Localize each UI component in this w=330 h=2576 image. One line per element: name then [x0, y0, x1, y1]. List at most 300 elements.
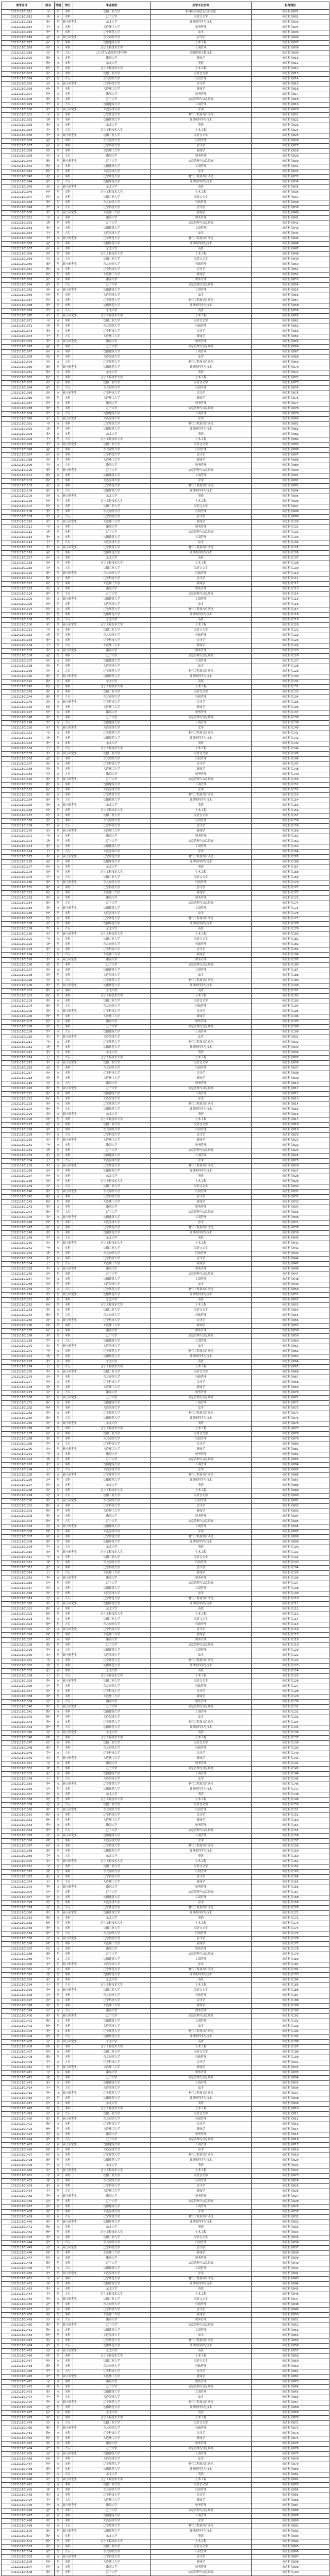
cell-name: 王*	[42, 231, 55, 236]
table-row	[2, 206, 329, 211]
table-row	[2, 2380, 329, 2385]
cell-education: 大专	[62, 2060, 73, 2065]
cell-education: 本科	[62, 1901, 73, 1906]
cell-name: 赵*	[42, 1993, 55, 1998]
cell-education: 硕士研究生	[62, 2400, 73, 2405]
cell-exam-number: 101211101397	[2, 1998, 42, 2004]
cell-school: 渤海大学	[73, 401, 151, 406]
cell-gender: 男	[55, 643, 62, 649]
cell-name: 宋*	[42, 623, 55, 628]
cell-gender: 女	[55, 2390, 62, 2395]
cell-major: 行政管理	[151, 448, 252, 453]
cell-major: 电气工程及其自动化	[151, 175, 252, 180]
cell-position: 市直机关183	[252, 947, 329, 953]
cell-position: 市直机关054	[252, 1308, 329, 1313]
cell-education: 硕士研究生	[62, 546, 73, 551]
cell-position: 市直机关026	[252, 1164, 329, 1169]
cell-gender: 男	[55, 262, 62, 267]
cell-school: 辽宁科技大学	[73, 1195, 151, 1200]
cell-education: 本科	[62, 1483, 73, 1488]
cell-name: 郑*	[42, 365, 55, 370]
cell-exam-number: 101211101225	[2, 1112, 42, 1117]
cell-gender: 男	[55, 1870, 62, 1875]
cell-gender: 女	[55, 1257, 62, 1262]
cell-name: 杨*	[42, 685, 55, 690]
cell-education: 本科	[62, 937, 73, 942]
cell-name: 杨*	[42, 2024, 55, 2029]
cell-school: 大连理工大学	[73, 1447, 151, 1452]
cell-gender: 女	[55, 1988, 62, 1993]
cell-gender: 女	[55, 546, 62, 551]
table-row	[2, 345, 329, 350]
cell-school: 沈阳工业大学	[73, 133, 151, 139]
cell-school: 辽宁师范大学	[73, 484, 151, 489]
cell-position: 市直机关044	[252, 2282, 329, 2287]
table-row	[2, 1530, 329, 1535]
cell-education: 本科	[62, 607, 73, 613]
table-row	[2, 458, 329, 463]
cell-gender: 男	[55, 540, 62, 546]
cell-major: 计算机科学与技术	[151, 180, 252, 185]
table-row	[2, 1942, 329, 1947]
cell-school: 东北大学	[73, 309, 151, 314]
cell-education: 大专	[62, 1210, 73, 1215]
cell-gender: 女	[55, 958, 62, 963]
cell-exam-number: 101211101107	[2, 504, 42, 510]
cell-gender: 男	[55, 2045, 62, 2050]
cell-education: 本科	[62, 2102, 73, 2107]
cell-name: 高*	[42, 1215, 55, 1221]
table-row	[2, 1524, 329, 1530]
cell-exam-number: 101211101435	[2, 2194, 42, 2199]
table-row	[2, 1494, 329, 1499]
cell-exam-number: 101211101474	[2, 2395, 42, 2400]
cell-major: 法学	[151, 1221, 252, 1226]
cell-gender: 女	[55, 1277, 62, 1282]
cell-name: 刘*	[42, 1973, 55, 1978]
cell-education: 硕士研究生	[62, 1447, 73, 1452]
cell-exam-number: 101211101322	[2, 1612, 42, 1617]
cell-school: 辽宁科技大学	[73, 1009, 151, 1014]
cell-position: 市直机关177	[252, 1942, 329, 1947]
table-row	[2, 195, 329, 200]
table-row	[2, 788, 329, 793]
cell-major: 会计学	[151, 947, 252, 953]
cell-name: 王*	[42, 2189, 55, 2194]
cell-gender: 女	[55, 2029, 62, 2035]
cell-position: 市直机关034	[252, 2230, 329, 2235]
cell-gender: 女	[55, 1751, 62, 1756]
cell-education: 硕士研究生	[62, 2555, 73, 2560]
cell-school: 辽宁大学	[73, 2570, 151, 2575]
cell-education: 本科	[62, 767, 73, 772]
cell-name: 张*	[42, 2390, 55, 2395]
table-row	[2, 525, 329, 530]
cell-school: 渤海大学	[73, 1638, 151, 1643]
table-row	[2, 1947, 329, 1952]
cell-school: 沈阳师范大学	[73, 2467, 151, 2472]
cell-major: 法学	[151, 664, 252, 669]
cell-school: 大连海事大学	[73, 1221, 151, 1226]
cell-education: 硕士研究生	[62, 1164, 73, 1169]
cell-position: 市直机关188	[252, 1998, 329, 2004]
cell-gender: 女	[55, 1597, 62, 1602]
cell-education: 硕士研究生	[62, 1293, 73, 1298]
cell-exam-number: 101211101062	[2, 273, 42, 278]
cell-education: 本科	[62, 1385, 73, 1391]
cell-major: 计算机科学与技术	[151, 1787, 252, 1792]
cell-name: 赵*	[42, 963, 55, 968]
cell-position: 市直机关195	[252, 2035, 329, 2040]
cell-exam-number: 101211101503	[2, 2545, 42, 2550]
cell-position: 市直机关062	[252, 2375, 329, 2380]
table-row	[2, 1849, 329, 1854]
cell-name: 刘*	[42, 1354, 55, 1360]
cell-exam-number: 101211101153	[2, 741, 42, 747]
cell-exam-number: 101211101143	[2, 690, 42, 695]
cell-gender: 女	[55, 1009, 62, 1014]
cell-exam-number: 101211101190	[2, 932, 42, 937]
cell-education: 大专	[62, 2395, 73, 2400]
table-row	[2, 1700, 329, 1705]
cell-major: 计算机科学与技术	[151, 2529, 252, 2534]
cell-major: 英语	[151, 1669, 252, 1674]
table-row	[2, 1710, 329, 1715]
cell-school: 辽宁大学	[73, 592, 151, 597]
cell-name: 黄*	[42, 1102, 55, 1107]
cell-position: 市直机关138	[252, 716, 329, 721]
cell-exam-number: 101211101242	[2, 1200, 42, 1205]
cell-position: 市直机关122	[252, 1658, 329, 1664]
cell-position: 市直机关039	[252, 2256, 329, 2261]
cell-major: 英语	[151, 123, 252, 128]
cell-major: 汉语言文学	[151, 752, 252, 757]
cell-major: 新闻学	[151, 87, 252, 92]
cell-name: 郑*	[42, 674, 55, 680]
table-row	[2, 329, 329, 334]
cell-gender: 女	[55, 2143, 62, 2148]
cell-education: 大专	[62, 1700, 73, 1705]
cell-gender: 女	[55, 1854, 62, 1859]
cell-position: 市直机关091	[252, 1499, 329, 1504]
cell-major: 电气工程及其自动化	[151, 1473, 252, 1478]
cell-name: 刘*	[42, 839, 55, 844]
cell-education: 硕士研究生	[62, 2323, 73, 2328]
cell-major: 电气工程及其自动化	[151, 113, 252, 118]
cell-major: 英语	[151, 2225, 252, 2230]
cell-school: 辽宁大学	[73, 1334, 151, 1339]
cell-position: 市直机关170	[252, 1906, 329, 1911]
cell-exam-number: 101211101193	[2, 947, 42, 953]
cell-gender: 女	[55, 875, 62, 880]
cell-major: 计算机科学与技术	[151, 1664, 252, 1669]
cell-education: 硕士研究生	[62, 1499, 73, 1504]
cell-gender: 男	[55, 1499, 62, 1504]
cell-school: 东北大学	[73, 1421, 151, 1427]
cell-major: 土木工程	[151, 2045, 252, 2050]
cell-education: 硕士研究生	[62, 984, 73, 989]
cell-name: 杨*	[42, 1612, 55, 1617]
table-row	[2, 1731, 329, 1736]
cell-position: 市直机关188	[252, 973, 329, 978]
cell-exam-number: 101211101163	[2, 793, 42, 798]
cell-school: 大连理工大学	[73, 2436, 151, 2442]
cell-position: 市直机关001	[252, 10, 329, 15]
cell-major: 电气工程及其自动化	[151, 2215, 252, 2220]
cell-gender: 男	[55, 1272, 62, 1277]
cell-major: 信息管理与信息系统	[151, 159, 252, 164]
cell-education: 大专	[62, 1494, 73, 1499]
cell-name: 赵*	[42, 242, 55, 247]
cell-education: 本科	[62, 1504, 73, 1509]
cell-school: 辽宁科技大学	[73, 453, 151, 458]
cell-major: 电气工程及其自动化	[151, 978, 252, 984]
cell-school: 大连海事大学	[73, 417, 151, 422]
cell-gender: 女	[55, 1865, 62, 1870]
cell-name: 林*	[42, 1736, 55, 1741]
cell-position: 市直机关083	[252, 1458, 329, 1463]
cell-major: 新闻学	[151, 1694, 252, 1700]
cell-name: 罗*	[42, 412, 55, 417]
cell-education: 大专	[62, 747, 73, 752]
cell-position: 市直机关084	[252, 437, 329, 443]
cell-gender: 男	[55, 66, 62, 72]
cell-position: 市直机关061	[252, 2369, 329, 2375]
cell-position: 市直机关055	[252, 1313, 329, 1318]
table-row	[2, 200, 329, 206]
table-row	[2, 2143, 329, 2148]
cell-major: 会计学	[151, 1566, 252, 1571]
cell-gender: 女	[55, 329, 62, 334]
cell-exam-number: 101211101273	[2, 1360, 42, 1365]
cell-school: 大连理工大学	[73, 87, 151, 92]
cell-gender: 女	[55, 1246, 62, 1251]
cell-gender: 男	[55, 1591, 62, 1597]
cell-major: 信息管理与信息系统	[151, 2261, 252, 2266]
cell-school: 辽宁师范大学	[73, 1411, 151, 1416]
cell-school: 大连理工大学	[73, 891, 151, 896]
table-row	[2, 1231, 329, 1236]
table-row	[2, 1293, 329, 1298]
cell-name: 周*	[42, 1488, 55, 1494]
cell-school: 沈阳师范大学	[73, 1973, 151, 1978]
cell-gender: 男	[55, 2014, 62, 2019]
cell-exam-number: 101211101202	[2, 994, 42, 999]
cell-exam-number: 101211101119	[2, 566, 42, 571]
cell-exam-number: 101211101463	[2, 2338, 42, 2344]
cell-school: 沈阳工业大学	[73, 1432, 151, 1437]
cell-education: 大专	[62, 515, 73, 520]
cell-education: 本科	[62, 164, 73, 170]
cell-school: 东北大学	[73, 1731, 151, 1736]
table-row	[2, 1221, 329, 1226]
cell-major: 财务管理	[151, 1020, 252, 1025]
cell-education: 本科	[62, 1050, 73, 1056]
table-row	[2, 2014, 329, 2019]
cell-school: 大连理工大学	[73, 643, 151, 649]
cell-education: 大专	[62, 463, 73, 468]
table-row	[2, 381, 329, 386]
cell-gender: 女	[55, 1885, 62, 1890]
cell-exam-number: 101211101229	[2, 1133, 42, 1138]
table-row	[2, 1226, 329, 1231]
cell-gender: 女	[55, 1957, 62, 1962]
cell-gender: 男	[55, 1117, 62, 1123]
cell-education: 本科	[62, 175, 73, 180]
table-row	[2, 705, 329, 710]
cell-school: 沈阳师范大学	[73, 674, 151, 680]
cell-school: 东北大学	[73, 2287, 151, 2292]
cell-gender: 女	[55, 1524, 62, 1530]
cell-exam-number: 101211101338	[2, 1694, 42, 1700]
cell-exam-number: 101211101310	[2, 1550, 42, 1555]
cell-exam-number: 101211101131	[2, 628, 42, 633]
cell-position: 市直机关186	[252, 1988, 329, 1993]
cell-gender: 男	[55, 777, 62, 783]
cell-gender: 男	[55, 2292, 62, 2297]
cell-gender: 女	[55, 917, 62, 922]
cell-education: 本科	[62, 113, 73, 118]
cell-major: 新闻学	[151, 1818, 252, 1823]
table-row	[2, 51, 329, 56]
cell-exam-number: 101211101467	[2, 2359, 42, 2364]
table-row	[2, 1777, 329, 1782]
cell-education: 本科	[62, 1658, 73, 1664]
cell-position: 市直机关075	[252, 1416, 329, 1421]
table-row	[2, 1895, 329, 1901]
cell-position: 市直机关193	[252, 999, 329, 1004]
cell-position: 市直机关168	[252, 870, 329, 875]
cell-exam-number: 101211101245	[2, 1215, 42, 1221]
cell-education: 本科	[62, 680, 73, 685]
cell-name: 陈*	[42, 1195, 55, 1200]
cell-education: 本科	[62, 170, 73, 175]
cell-exam-number: 101211101500	[2, 2529, 42, 2534]
cell-education: 本科	[62, 1875, 73, 1880]
cell-exam-number: 101211101155	[2, 752, 42, 757]
cell-name: 杨*	[42, 788, 55, 793]
cell-position: 市直机关033	[252, 1200, 329, 1205]
cell-school: 辽宁科技大学	[73, 1751, 151, 1756]
cell-exam-number: 101211101048	[2, 200, 42, 206]
cell-position: 市直机关152	[252, 1813, 329, 1818]
cell-gender: 男	[55, 1581, 62, 1586]
cell-gender: 女	[55, 1926, 62, 1931]
cell-education: 本科	[62, 633, 73, 638]
cell-exam-number: 101211101165	[2, 803, 42, 808]
cell-position: 市直机关124	[252, 1669, 329, 1674]
cell-position: 市直机关047	[252, 2297, 329, 2302]
cell-gender: 男	[55, 1148, 62, 1154]
cell-exam-number: 101211101370	[2, 1859, 42, 1865]
cell-major: 工商管理	[151, 288, 252, 293]
cell-major: 新闻学	[151, 2127, 252, 2132]
cell-major: 土木工程	[151, 2107, 252, 2112]
cell-school: 渤海大学	[73, 1391, 151, 1396]
cell-education: 本科	[62, 303, 73, 309]
cell-name: 张*	[42, 2184, 55, 2189]
cell-position: 市直机关183	[252, 1973, 329, 1978]
cell-major: 法学	[151, 1097, 252, 1102]
cell-exam-number: 101211101185	[2, 906, 42, 911]
cell-exam-number: 101211101470	[2, 2375, 42, 2380]
cell-gender: 男	[55, 2478, 62, 2483]
cell-exam-number: 101211101183	[2, 896, 42, 901]
table-row	[2, 236, 329, 242]
cell-name: 徐*	[42, 77, 55, 82]
table-row	[2, 20, 329, 25]
cell-exam-number: 101211101364	[2, 1828, 42, 1834]
cell-gender: 女	[55, 2452, 62, 2457]
cell-name: 李*	[42, 752, 55, 757]
cell-position: 市直机关089	[252, 1488, 329, 1494]
cell-exam-number: 101211101317	[2, 1586, 42, 1591]
cell-gender: 男	[55, 2416, 62, 2421]
cell-name: 宋*	[42, 108, 55, 113]
cell-position: 市直机关083	[252, 2483, 329, 2488]
cell-position: 市直机关022	[252, 2168, 329, 2174]
cell-school: 辽宁科技大学	[73, 1442, 151, 1447]
cell-name: 郑*	[42, 880, 55, 886]
cell-exam-number: 101211101458	[2, 2313, 42, 2318]
cell-major: 计算机科学与技术	[151, 2405, 252, 2411]
cell-position: 市直机关087	[252, 453, 329, 458]
cell-school: 东北财经大学	[73, 1190, 151, 1195]
cell-school: 大连海事大学	[73, 1591, 151, 1597]
cell-exam-number: 101211101219	[2, 1081, 42, 1087]
cell-school: 沈阳建筑大学	[73, 226, 151, 231]
cell-position: 市直机关025	[252, 133, 329, 139]
table-row	[2, 2411, 329, 2416]
table-row	[2, 721, 329, 726]
cell-gender: 男	[55, 1334, 62, 1339]
cell-exam-number: 101211101359	[2, 1803, 42, 1808]
cell-major: 工商管理	[151, 1586, 252, 1591]
cell-gender: 男	[55, 726, 62, 731]
cell-school: 沈阳建筑大学	[73, 1339, 151, 1344]
cell-exam-number: 101211101284	[2, 1416, 42, 1421]
cell-name: 高*	[42, 391, 55, 396]
cell-name: 郑*	[42, 159, 55, 164]
cell-school: 大连理工大学	[73, 1262, 151, 1267]
cell-name: 周*	[42, 46, 55, 51]
cell-school: 辽宁工程技术大学	[73, 1488, 151, 1494]
cell-name: 王*	[42, 747, 55, 752]
cell-school: 大连海事大学	[73, 1468, 151, 1473]
cell-name: 黄*	[42, 72, 55, 77]
cell-school: 辽宁师范大学	[73, 2153, 151, 2158]
cell-exam-number: 101211101368	[2, 1849, 42, 1854]
cell-education: 本科	[62, 484, 73, 489]
cell-education: 本科	[62, 731, 73, 736]
table-row	[2, 2328, 329, 2333]
cell-gender: 女	[55, 236, 62, 242]
cell-name: 宋*	[42, 2375, 55, 2380]
cell-gender: 女	[55, 762, 62, 767]
cell-position: 市直机关130	[252, 674, 329, 680]
cell-school: 渤海大学	[73, 1761, 151, 1767]
table-row	[2, 1818, 329, 1823]
cell-school: 辽宁大学	[73, 2509, 151, 2514]
cell-education: 大专	[62, 1391, 73, 1396]
cell-name: 郭*	[42, 2261, 55, 2266]
cell-position: 市直机关150	[252, 1803, 329, 1808]
cell-position: 市直机关095	[252, 2545, 329, 2550]
cell-name: 刘*	[42, 2282, 55, 2287]
cell-position: 市直机关015	[252, 2132, 329, 2138]
cell-position: 市直机关053	[252, 278, 329, 283]
cell-major: 计算机科学与技术	[151, 1293, 252, 1298]
